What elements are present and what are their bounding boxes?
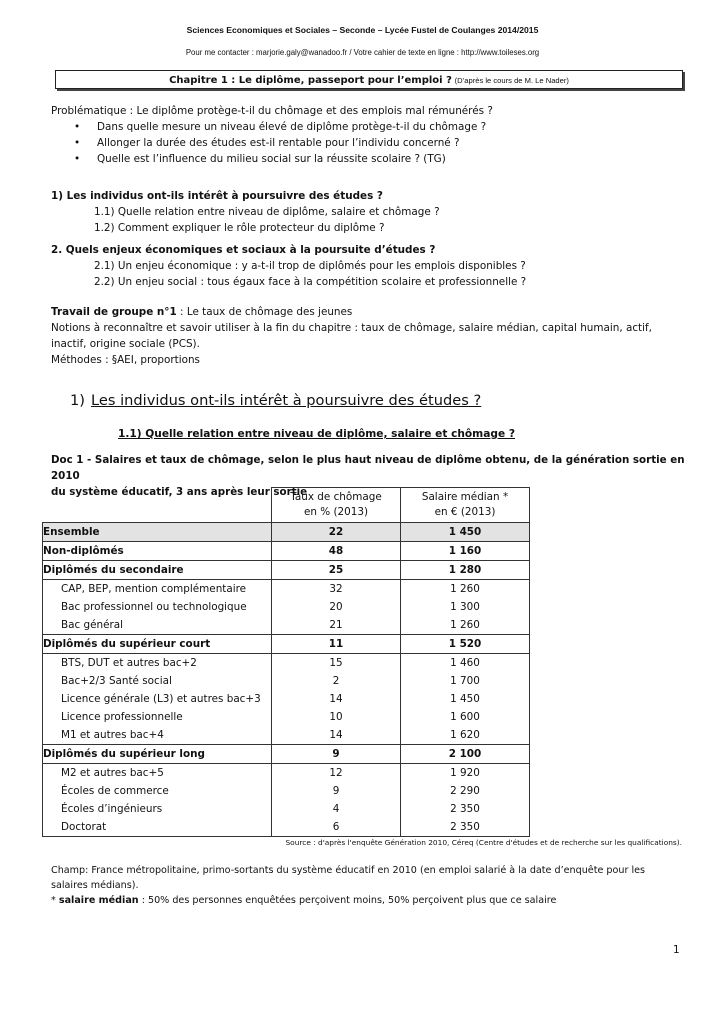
row-label: Non-diplômés [43, 542, 272, 561]
row-label: Doctorat [43, 818, 272, 837]
row-label: Écoles d’ingénieurs [43, 800, 272, 818]
chapter-box [55, 70, 683, 89]
median-label: salaire médian [58, 895, 139, 906]
row-label: M1 et autres bac+4 [43, 726, 272, 745]
table-row [43, 818, 530, 837]
median-definition: * salaire médian : 50% des personnes enquêtées perçoivent moins, 50% perçoivent plus que ce salaire [51, 895, 557, 906]
row-label: Écoles de commerce [43, 782, 272, 800]
row-salary: 2 290 [401, 782, 530, 800]
table-row [43, 598, 530, 616]
subsection-heading: 1.1) Quelle relation entre niveau de diplôme, salaire et chômage ? [118, 428, 515, 440]
row-rate: 32 [272, 580, 401, 599]
row-label: BTS, DUT et autres bac+2 [43, 654, 272, 673]
table-row [43, 800, 530, 818]
row-rate: 9 [272, 745, 401, 764]
row-salary: 2 350 [401, 818, 530, 837]
row-salary: 2 100 [401, 745, 530, 764]
problematique-block [51, 103, 691, 167]
plan-block [51, 188, 691, 290]
table-row [43, 635, 530, 654]
row-rate: 48 [272, 542, 401, 561]
table-row [43, 690, 530, 708]
row-salary: 1 160 [401, 542, 530, 561]
row-label: Licence professionnelle [43, 708, 272, 726]
table-row [43, 782, 530, 800]
row-rate: 15 [272, 654, 401, 673]
table-row [43, 726, 530, 745]
problematique-label: Problématique : [51, 105, 134, 117]
table-header-salary: Salaire médian * en € (2013) [401, 488, 530, 523]
notions-line-2: inactif, origine sociale (PCS). [51, 338, 200, 350]
row-label: Bac général [43, 616, 272, 635]
chapter-note: (D’après le cours de M. Le Nader) [454, 76, 569, 85]
table-header-row [43, 488, 530, 523]
row-salary: 1 450 [401, 690, 530, 708]
table-header-rate: Taux de chômage en % (2013) [272, 488, 401, 523]
row-salary: 1 260 [401, 580, 530, 599]
row-salary: 1 520 [401, 635, 530, 654]
row-rate: 21 [272, 616, 401, 635]
row-rate: 14 [272, 690, 401, 708]
row-rate: 12 [272, 764, 401, 783]
page-number: 1 [673, 944, 680, 956]
row-rate: 10 [272, 708, 401, 726]
row-label: CAP, BEP, mention complémentaire [43, 580, 272, 599]
row-salary: 1 300 [401, 598, 530, 616]
row-salary: 2 350 [401, 800, 530, 818]
plan-part-2: 2. Quels enjeux économiques et sociaux à la poursuite d’études ? [51, 244, 436, 256]
row-label: Diplômés du supérieur long [43, 745, 272, 764]
plan-part-1: 1) Les individus ont-ils intérêt à poursuivre des études ? [51, 190, 383, 202]
travail-block [51, 304, 691, 368]
row-rate: 4 [272, 800, 401, 818]
data-table [42, 487, 530, 837]
table-row [43, 745, 530, 764]
table-row [43, 764, 530, 783]
row-rate: 9 [272, 782, 401, 800]
chapter-title: Chapitre 1 : Le diplôme, passeport pour l’emploi ? [169, 75, 452, 86]
row-label: M2 et autres bac+5 [43, 764, 272, 783]
travail-text: : Le taux de chômage des jeunes [176, 306, 353, 318]
plan-sub-item: 2.1) Un enjeu économique : y a-t-il trop de diplômés pour les emplois disponibles ? [94, 260, 526, 272]
table-row [43, 672, 530, 690]
row-rate: 22 [272, 523, 401, 542]
row-label: Diplômés du secondaire [43, 561, 272, 580]
header-line-2: Pour me contacter : marjorie.galy@wanadoo.fr / Votre cahier de texte en ligne : http://www.toileses.org [185, 48, 540, 57]
doc-1-title-line-1: Doc 1 - Salaires et taux de chômage, selon le plus haut niveau de diplôme obtenu, de la génération sortie en 2010 [51, 454, 685, 482]
row-rate: 2 [272, 672, 401, 690]
travail-label: Travail de groupe n°1 [51, 306, 177, 318]
row-salary: 1 700 [401, 672, 530, 690]
row-rate: 25 [272, 561, 401, 580]
row-rate: 6 [272, 818, 401, 837]
footnotes [51, 863, 671, 908]
row-salary: 1 620 [401, 726, 530, 745]
champ-line-1: Champ: France métropolitaine, primo-sortants du système éducatif en 2010 (en emploi salarié à la date d’enquête pour les [51, 865, 646, 876]
bullet-item: • Dans quelle mesure un niveau élevé de diplôme protège-t-il du chômage ? [74, 121, 487, 133]
row-rate: 20 [272, 598, 401, 616]
section-1-heading [70, 392, 481, 409]
row-salary: 1 920 [401, 764, 530, 783]
row-label: Ensemble [43, 523, 272, 542]
table-source: Source : d'après l'enquête Génération 2010, Céreq (Centre d'études et de recherche sur les qualifications). [285, 838, 682, 847]
table-row [43, 616, 530, 635]
doc-1-title-line-2: du système éducatif, 3 ans après leur sortie [51, 486, 308, 498]
row-label: Bac+2/3 Santé social [43, 672, 272, 690]
row-label: Diplômés du supérieur court [43, 635, 272, 654]
section-1-title: Les individus ont-ils intérêt à poursuivre des études ? [90, 392, 482, 409]
champ-line-2: salaires médians). [51, 880, 139, 891]
row-salary: 1 280 [401, 561, 530, 580]
row-salary: 1 260 [401, 616, 530, 635]
row-salary: 1 450 [401, 523, 530, 542]
plan-sub-item: 1.2) Comment expliquer le rôle protecteur du diplôme ? [94, 222, 385, 234]
bullet-item: • Quelle est l’influence du milieu social sur la réussite scolaire ? (TG) [74, 153, 446, 165]
table-row [43, 523, 530, 542]
problematique-text: Le diplôme protège-t-il du chômage et des emplois mal rémunérés ? [133, 105, 493, 117]
table-row [43, 580, 530, 599]
bullet-item: • Allonger la durée des études est-il rentable pour l’individu concerné ? [74, 137, 460, 149]
table-row [43, 654, 530, 673]
row-salary: 1 460 [401, 654, 530, 673]
row-rate: 11 [272, 635, 401, 654]
plan-sub-item: 2.2) Un enjeu social : tous égaux face à la compétition scolaire et professionnelle ? [94, 276, 527, 288]
row-label: Bac professionnel ou technologique [43, 598, 272, 616]
methodes-line: Méthodes : §AEI, proportions [51, 354, 200, 366]
notions-line-1: Notions à reconnaître et savoir utiliser à la fin du chapitre : taux de chômage, salaire médian, capital humain, actif, [51, 322, 652, 334]
plan-sub-item: 1.1) Quelle relation entre niveau de diplôme, salaire et chômage ? [94, 206, 440, 218]
row-rate: 14 [272, 726, 401, 745]
table-header-blank [43, 488, 272, 523]
row-label: Licence générale (L3) et autres bac+3 [43, 690, 272, 708]
row-salary: 1 600 [401, 708, 530, 726]
header-line-1: Sciences Economiques et Sociales – Seconde – Lycée Fustel de Coulanges 2014/2015 [186, 25, 539, 35]
table-row [43, 708, 530, 726]
section-1-number: 1) [70, 392, 85, 409]
table-row [43, 542, 530, 561]
table-row [43, 561, 530, 580]
